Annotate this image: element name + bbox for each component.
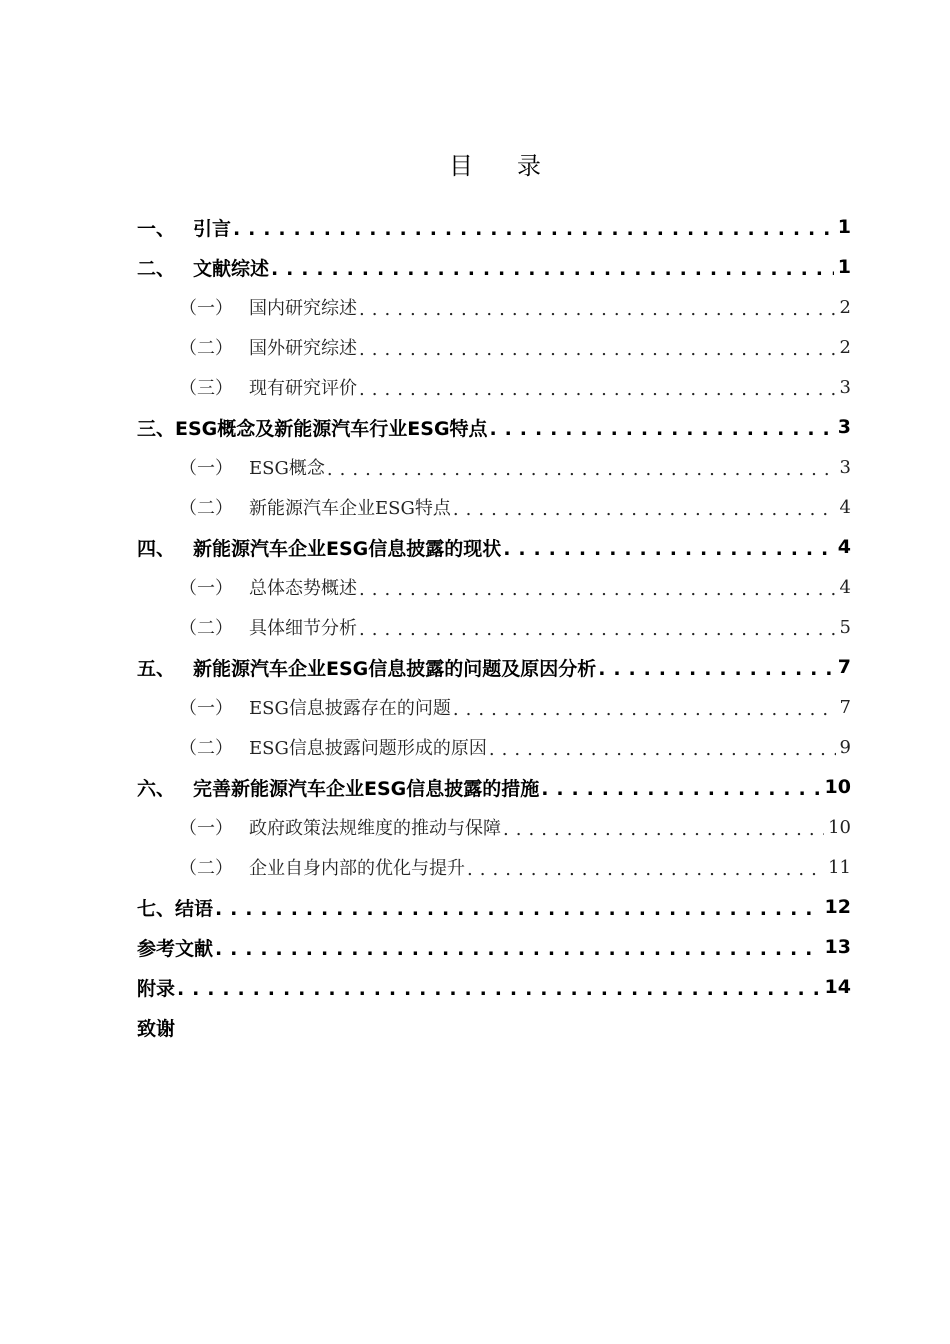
toc-entry-label: 致谢 [137, 1017, 176, 1040]
toc-entry[interactable] [137, 927, 851, 967]
toc-entry-page-number: 7 [837, 656, 851, 678]
toc-entry-label: 完善新能源汽车企业ESG信息披露的措施 [193, 777, 540, 800]
toc-entry[interactable] [137, 327, 851, 367]
toc-entry-number: （二） [179, 498, 233, 519]
dot-leader [453, 499, 836, 520]
toc-entry-label: 引言 [193, 217, 232, 240]
toc-entry-page-number: 4 [839, 576, 851, 598]
toc-entry-label: 国内研究综述 [249, 298, 357, 319]
toc-entry-label: 新能源汽车企业ESG信息披露的现状 [193, 537, 502, 560]
toc-entry-page-number: 2 [839, 296, 851, 318]
toc-title [0, 146, 950, 181]
dot-leader [541, 778, 820, 800]
toc-entry-number: 三、 [137, 417, 176, 440]
toc-entry-label: 参考文献 [137, 937, 214, 960]
toc-title-part2: 录 [517, 152, 541, 180]
toc-entry-page-number: 1 [837, 256, 851, 278]
toc-entry-page-number: 3 [839, 456, 851, 478]
toc-entry-number: （一） [179, 818, 233, 839]
toc-entry-number: （二） [179, 858, 233, 879]
toc-entry-number: 一、 [137, 217, 176, 240]
dot-leader [503, 538, 834, 560]
dot-leader [215, 938, 821, 960]
toc-entry[interactable] [137, 407, 851, 447]
toc-entry[interactable] [137, 367, 851, 407]
toc-entry[interactable] [137, 967, 851, 1007]
toc-entry-label: 政府政策法规维度的推动与保障 [249, 818, 501, 839]
toc-entry-number: （二） [179, 738, 233, 759]
toc-entry[interactable] [137, 247, 851, 287]
toc-entry[interactable] [137, 287, 851, 327]
toc-entry[interactable] [137, 767, 851, 807]
toc-entry-page-number: 4 [837, 536, 851, 558]
dot-leader [327, 459, 836, 480]
toc-entry[interactable] [137, 527, 851, 567]
toc-entry-label: 总体态势概述 [249, 578, 357, 599]
toc-entry[interactable] [137, 487, 851, 527]
toc-entry-label: 现有研究评价 [249, 378, 357, 399]
toc-entry-page-number: 13 [824, 936, 851, 958]
dot-leader [359, 379, 836, 400]
toc-entry-number: 五、 [137, 657, 176, 680]
toc-entry[interactable] [137, 447, 851, 487]
toc-entry-label: 企业自身内部的优化与提升 [249, 858, 465, 879]
toc-entry-label: 新能源汽车企业ESG特点 [249, 498, 451, 519]
toc-entry-page-number: 12 [824, 896, 851, 918]
toc-entry-page-number: 3 [837, 416, 851, 438]
toc-entry-number: （二） [179, 338, 233, 359]
toc-entry-page-number: 14 [824, 976, 851, 998]
dot-leader [467, 859, 824, 880]
dot-leader [489, 739, 836, 760]
toc-entry[interactable] [137, 607, 851, 647]
toc-entry[interactable] [137, 567, 851, 607]
toc-entry-number: （二） [179, 618, 233, 639]
toc-entry-label: ESG概念 [249, 458, 325, 479]
toc-entry-label: 国外研究综述 [249, 338, 357, 359]
toc-entry-page-number: 10 [824, 776, 851, 798]
toc-entry-page-number: 4 [839, 496, 851, 518]
toc-entry-label: 文献综述 [193, 257, 270, 280]
dot-leader [453, 699, 836, 720]
toc-entry-page-number: 2 [839, 336, 851, 358]
toc-entry-number: 四、 [137, 537, 176, 560]
toc-entry-page-number: 9 [839, 736, 851, 758]
toc-entry-label: 具体细节分析 [249, 618, 357, 639]
toc-entry[interactable] [137, 847, 851, 887]
toc-entry-label: 附录 [137, 977, 176, 1000]
toc-entry-label: 结语 [175, 897, 214, 920]
toc-entry-label: ESG信息披露问题形成的原因 [249, 738, 487, 759]
toc-entry-label: ESG概念及新能源汽车行业ESG特点 [175, 417, 488, 440]
toc-entry[interactable] [137, 887, 851, 927]
toc-entry[interactable] [137, 727, 851, 767]
toc-entry-page-number: 5 [839, 616, 851, 638]
toc-entry-page-number: 3 [839, 376, 851, 398]
dot-leader [503, 819, 824, 840]
dot-leader [359, 339, 836, 360]
dot-leader [598, 658, 834, 680]
toc-entry-number: （三） [179, 378, 233, 399]
toc-entry[interactable] [137, 687, 851, 727]
dot-leader [177, 978, 821, 1000]
toc-entry-number: （一） [179, 298, 233, 319]
toc-entry-number: 七、 [137, 897, 176, 920]
toc-entry-number: （一） [179, 578, 233, 599]
toc-entry-number: （一） [179, 698, 233, 719]
dot-leader [359, 579, 836, 600]
toc-entry-number: 二、 [137, 257, 176, 280]
dot-leader [359, 299, 836, 320]
dot-leader [490, 418, 834, 440]
toc-entry-label: ESG信息披露存在的问题 [249, 698, 451, 719]
toc-entry-number: （一） [179, 458, 233, 479]
toc-title-part1: 目 [449, 152, 473, 180]
toc-entry-page-number: 1 [837, 216, 851, 238]
toc-entry[interactable] [137, 647, 851, 687]
dot-leader [215, 898, 821, 920]
toc-entry[interactable] [137, 807, 851, 847]
dot-leader [271, 258, 834, 280]
table-of-contents [137, 207, 851, 1047]
toc-entry-page-number: 7 [839, 696, 851, 718]
toc-entry-page-number: 11 [828, 856, 851, 878]
toc-entry[interactable] [137, 1007, 851, 1047]
toc-entry-number: 六、 [137, 777, 176, 800]
toc-entry-page-number: 10 [828, 816, 851, 838]
toc-entry[interactable] [137, 207, 851, 247]
toc-entry-label: 新能源汽车企业ESG信息披露的问题及原因分析 [193, 657, 597, 680]
dot-leader [233, 218, 834, 240]
dot-leader [359, 619, 836, 640]
